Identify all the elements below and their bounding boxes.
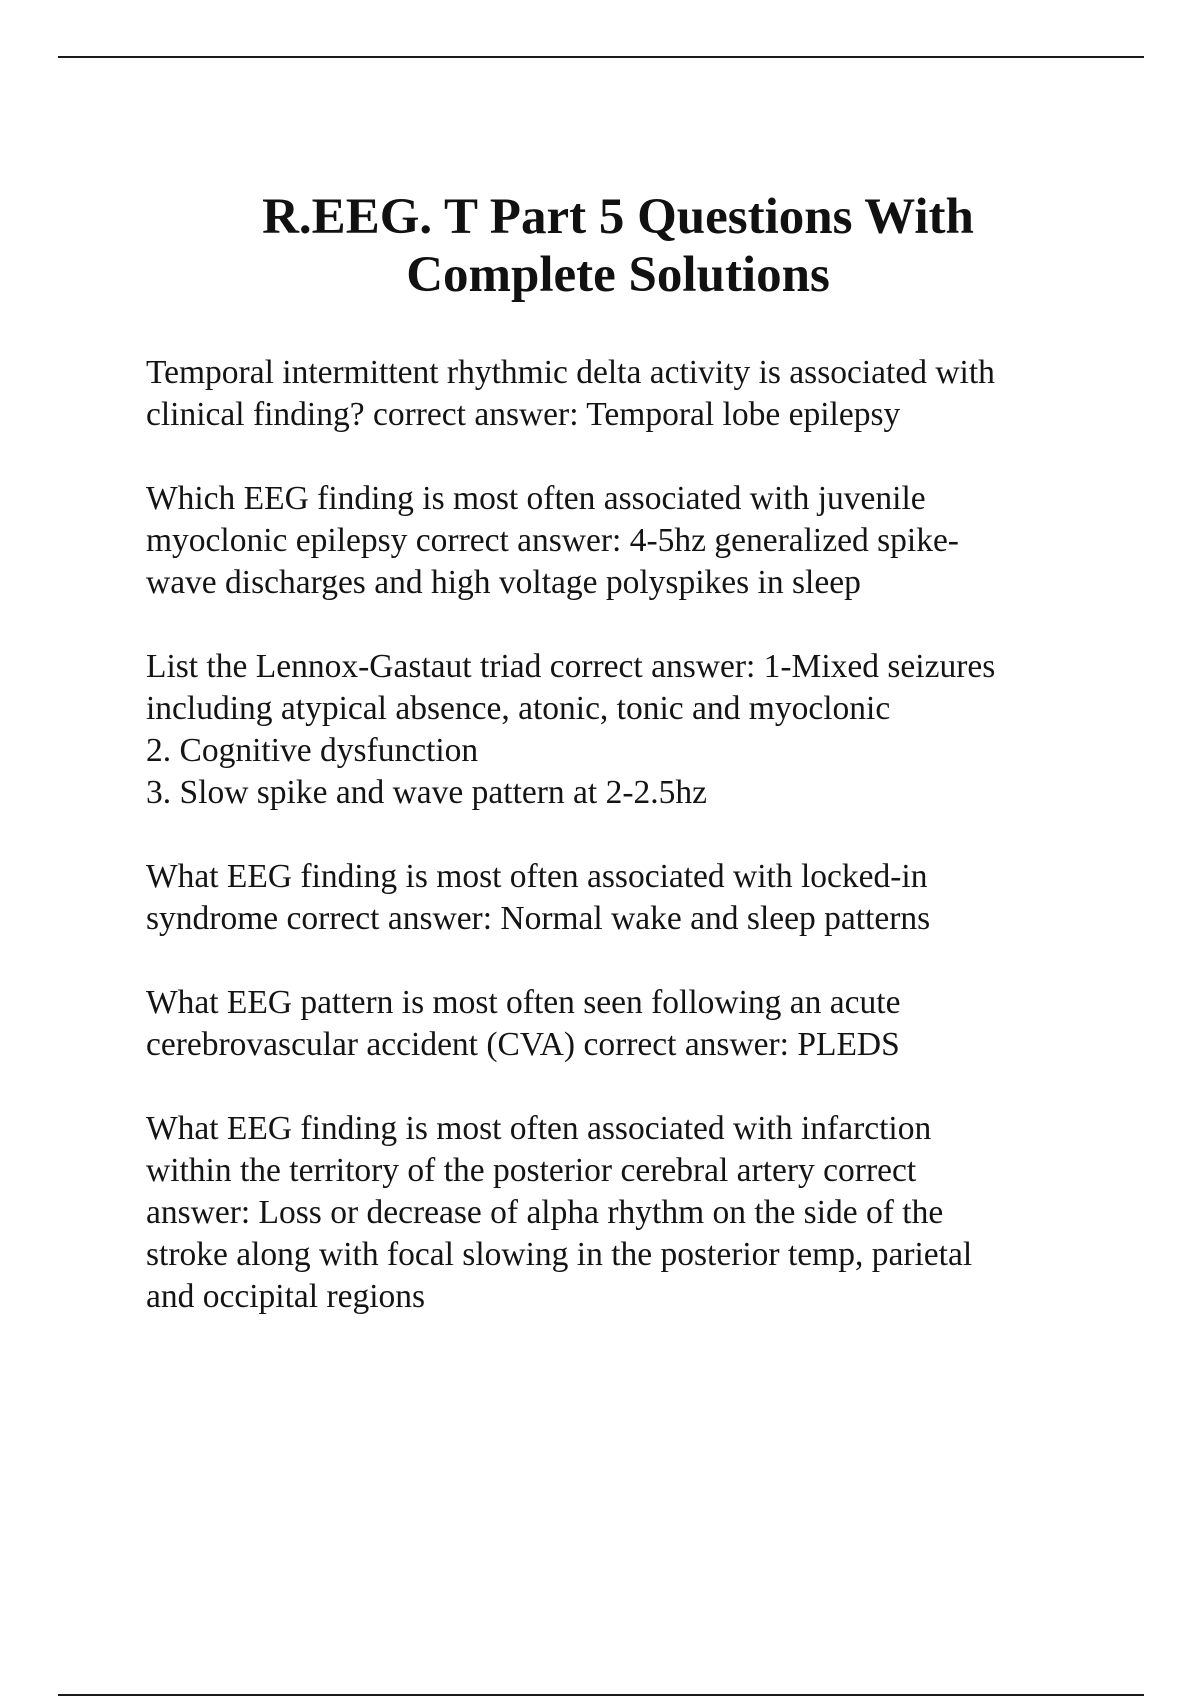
qa-block-temporal-delta	[146, 352, 1086, 436]
text-line: myoclonic epilepsy correct answer: 4-5hz generalized spike-	[146, 522, 959, 559]
text-line: cerebrovascular accident (CVA) correct answer: PLEDS	[146, 1026, 900, 1063]
qa-block-lennox-gastaut	[146, 646, 1086, 814]
qa-block-locked-in	[146, 856, 1086, 940]
title-line-2: Complete Solutions	[406, 247, 830, 303]
text-line: 3. Slow spike and wave pattern at 2-2.5hz	[146, 774, 707, 811]
qa-block-posterior-cerebral	[146, 1108, 1086, 1318]
qa-block-cva	[146, 982, 1086, 1066]
qa-block-juvenile-myoclonic	[146, 478, 1086, 604]
text-line: Temporal intermittent rhythmic delta activity is associated with	[146, 354, 995, 391]
text-line: within the territory of the posterior cerebral artery correct	[146, 1152, 917, 1189]
document-body	[146, 352, 1086, 1360]
text-line: including atypical absence, atonic, tonic and myoclonic	[146, 690, 891, 727]
text-line: What EEG pattern is most often seen following an acute	[146, 984, 901, 1021]
title-line-1: R.EEG. T Part 5 Questions With	[262, 189, 974, 245]
text-line: clinical finding? correct answer: Temporal lobe epilepsy	[146, 396, 901, 433]
text-line: List the Lennox-Gastaut triad correct answer: 1-Mixed seizures	[146, 648, 996, 685]
text-line: What EEG finding is most often associated with locked-in	[146, 858, 928, 895]
text-line: What EEG finding is most often associated with infarction	[146, 1110, 932, 1147]
page-title	[100, 188, 1136, 304]
top-rule	[58, 56, 1144, 58]
text-line: 2. Cognitive dysfunction	[146, 732, 479, 769]
text-line: Which EEG finding is most often associated with juvenile	[146, 480, 926, 517]
text-line: answer: Loss or decrease of alpha rhythm on the side of the	[146, 1194, 944, 1231]
text-line: and occipital regions	[146, 1278, 426, 1315]
text-line: wave discharges and high voltage polyspikes in sleep	[146, 564, 861, 601]
text-line: syndrome correct answer: Normal wake and sleep patterns	[146, 900, 931, 937]
bottom-rule	[58, 1694, 1144, 1696]
text-line: stroke along with focal slowing in the posterior temp, parietal	[146, 1236, 973, 1273]
